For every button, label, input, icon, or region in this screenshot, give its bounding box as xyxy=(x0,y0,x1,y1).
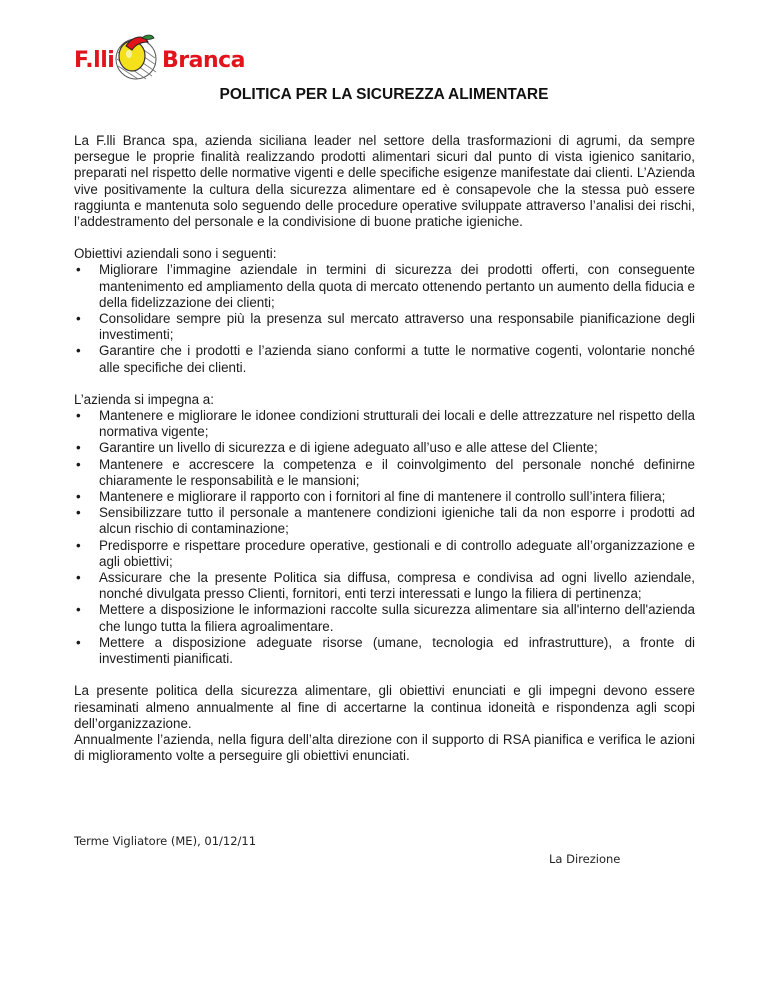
list-item: • Consolidare sempre più la presenza sul mercato attraverso una responsabile pianificazione degli investimenti; xyxy=(76,311,695,343)
list-item: • Assicurare che la presente Politica sia diffusa, compresa e condivisa ad ogni livello aziendale, nonché divulgata presso Clienti, fornitori, enti terzi interessati e lungo la filiera di pertinenza; xyxy=(76,570,695,602)
intro-paragraph: La F.lli Branca spa, azienda siciliana leader nel settore della trasformazioni di agrumi, da sempre persegue le proprie finalità realizzando prodotti alimentari sicuri dal punto di vista igienico sanitario, preparati nel rispetto delle normative vigenti e delle specifiche esigenze manifestate dai clienti. L’Azienda vive positivamente la cultura della sicurezza alimentare ed è consapevole che la stessa può essere raggiunta e mantenuta solo seguendo delle procedure operative sviluppate attraverso l’analisi dei rischi, l’addestramento del personale e la condivisione di buone pratiche igieniche. xyxy=(74,133,695,230)
bullet-icon: • xyxy=(76,489,81,505)
list-item: • Migliorare l’immagine aziendale in termini di sicurezza dei prodotti offerti, con conseguente mantenimento ed ampliamento della quota di mercato ottenendo pertanto un aumento della fiducia e della fidelizzazione dei clienti; xyxy=(76,262,695,310)
bullet-icon: • xyxy=(76,408,81,424)
list-item: • Mantenere e migliorare il rapporto con i fornitori al fine di mantenere il controllo sull’intera filiera; xyxy=(76,489,666,505)
logo-text-right: Branca xyxy=(162,48,246,73)
company-logo xyxy=(74,32,244,84)
signature-label: La Direzione xyxy=(549,852,621,866)
bullet-icon: • xyxy=(76,456,81,472)
list-item: • Mettere a disposizione le informazioni raccolte sulla sicurezza alimentare sia all'interno dell'azienda che lungo tutta la filiera agroalimentare. xyxy=(76,602,695,634)
list-item: • Garantire che i prodotti e l’azienda siano conformi a tutte le normative cogenti, volontarie nonché alle specifiche dei clienti. xyxy=(76,343,695,375)
objectives-list xyxy=(74,262,695,375)
page-title: POLITICA PER LA SICUREZZA ALIMENTARE xyxy=(219,86,549,103)
closing-paragraph: Annualmente l’azienda, nella figura dell’alta direzione con il supporto di RSA pianifica e verifica le azioni di miglioramento volte a perseguire gli obiettivi enunciati. xyxy=(74,731,695,764)
bullet-icon: • xyxy=(76,570,81,586)
bullet-icon: • xyxy=(76,343,81,359)
bullet-icon: • xyxy=(76,505,81,521)
objectives-heading: Obiettivi aziendali sono i seguenti: xyxy=(74,246,277,262)
list-item: • Mettere a disposizione adeguate risorse (umane, tecnologia ed infrastrutture), a fronte di investimenti pianificati. xyxy=(76,634,695,667)
bullet-icon: • xyxy=(76,537,81,553)
lemon-emblem-icon xyxy=(112,32,160,82)
bullet-icon: • xyxy=(76,634,81,650)
bullet-icon: • xyxy=(76,440,81,456)
commitments-heading: L’azienda si impegna a: xyxy=(74,391,214,407)
bullet-icon: • xyxy=(76,262,81,278)
bullet-icon: • xyxy=(76,311,81,327)
place-date: Terme Vigliatore (ME), 01/12/11 xyxy=(74,834,257,848)
list-item: • Mantenere e accrescere la competenza e il coinvolgimento del personale nonché definirne chiaramente le responsabilità e le mansioni; xyxy=(76,456,695,488)
list-item: • Mantenere e migliorare le idonee condizioni strutturali dei locali e delle attrezzature nel rispetto della normativa vigente; xyxy=(76,408,695,440)
closing-paragraph: La presente politica della sicurezza alimentare, gli obiettivi enunciati e gli impegni devono essere riesaminati almeno annualmente al fine di accertarne la continua idoneità e rispondenza agli scopi dell’organizzazione. xyxy=(74,683,695,731)
list-item: • Sensibilizzare tutto il personale a mantenere condizioni igieniche tali da non esporre i prodotti ad alcun rischio di contaminazione; xyxy=(76,505,695,537)
logo-text-left: F.lli xyxy=(74,48,115,73)
bullet-icon: • xyxy=(76,602,81,618)
document-body xyxy=(74,133,695,764)
commitments-list xyxy=(74,408,695,667)
list-item: • Predisporre e rispettare procedure operative, gestionali e di controllo adeguate all’organizzazione e agli obiettivi; xyxy=(76,537,695,569)
list-item: • Garantire un livello di sicurezza e di igiene adeguato all’uso e alle attese del Cliente; xyxy=(76,440,598,456)
